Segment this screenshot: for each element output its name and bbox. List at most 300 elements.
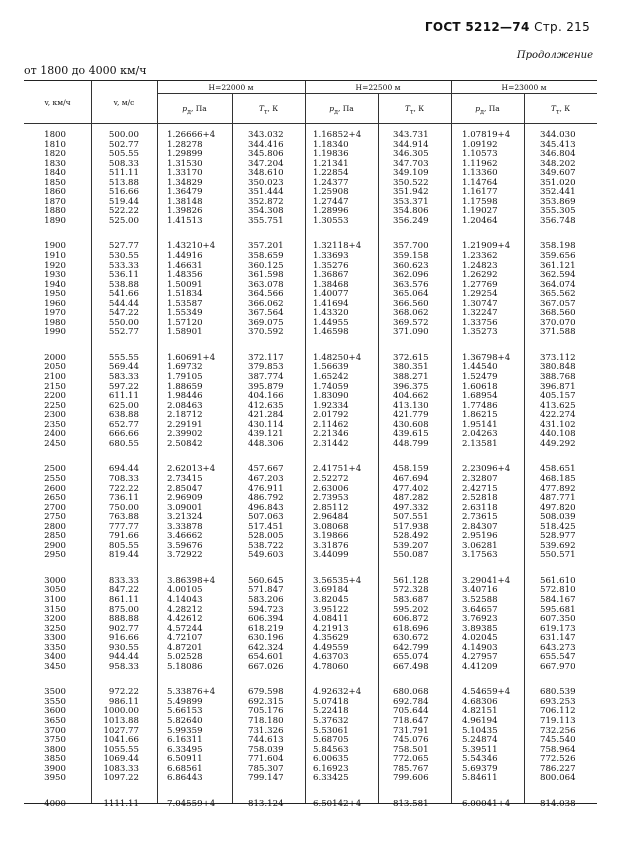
col-divider bbox=[157, 81, 158, 803]
table-cell: 708.33 bbox=[108, 473, 139, 484]
table-cell: 505.55 bbox=[108, 149, 139, 160]
table-cell: 395.879 bbox=[248, 381, 284, 392]
table-cell: 361.121 bbox=[540, 260, 576, 271]
table-cell: 360.623 bbox=[393, 260, 429, 271]
table-cell: 1000.00 bbox=[103, 706, 139, 717]
table-cell: 2850 bbox=[44, 531, 66, 542]
table-cell: 4.87201 bbox=[167, 642, 203, 653]
table-cell: 1.58901 bbox=[167, 327, 203, 338]
table-cell: 3800 bbox=[44, 744, 66, 755]
table-cell: 1.11962 bbox=[462, 158, 498, 169]
block-gap bbox=[248, 672, 304, 688]
table-cell: 1.46631 bbox=[167, 260, 203, 271]
table-cell: 642.799 bbox=[393, 642, 429, 653]
table-cell: 3750 bbox=[44, 735, 66, 746]
table-cell: 3.31876 bbox=[313, 540, 349, 551]
table-cell: 813.581 bbox=[393, 798, 429, 809]
header-p-3: $p_д$, Па bbox=[475, 104, 500, 116]
group-h22000: H=22000 м bbox=[208, 83, 254, 92]
table-cell: 611.11 bbox=[108, 391, 139, 402]
table-cell: 6.33495 bbox=[167, 744, 203, 755]
block-gap bbox=[167, 338, 231, 354]
table-cell: 4.02045 bbox=[462, 633, 498, 644]
table-cell: 619.173 bbox=[540, 623, 576, 634]
table-cell: 3.40716 bbox=[462, 585, 498, 596]
table-cell: 1.33170 bbox=[167, 168, 203, 179]
table-cell: 4.14043 bbox=[167, 594, 203, 605]
table-cell: 861.11 bbox=[108, 594, 139, 605]
table-cell: 3450 bbox=[44, 661, 66, 672]
block-gap bbox=[24, 561, 66, 577]
block-gap bbox=[462, 672, 524, 688]
table-cell: 3.72922 bbox=[167, 550, 203, 561]
table-cell: 4.00105 bbox=[167, 585, 203, 596]
table-cell: 7.04559+4 bbox=[167, 798, 216, 809]
table-cell: 3100 bbox=[44, 594, 66, 605]
table-cell: 771.604 bbox=[248, 754, 284, 765]
column-t-h22000 bbox=[248, 131, 304, 809]
table-cell: 513.88 bbox=[108, 177, 139, 188]
table-cell: 680.55 bbox=[108, 438, 139, 449]
table-cell: 457.667 bbox=[248, 464, 284, 475]
table-cell: 1.39826 bbox=[167, 206, 203, 217]
block-gap bbox=[393, 449, 449, 465]
table-cell: 367.564 bbox=[248, 308, 284, 319]
table-cell: 1.25908 bbox=[313, 187, 349, 198]
table-cell: 372.117 bbox=[248, 352, 284, 363]
group-h23000: H=23000 м bbox=[501, 83, 547, 92]
table-cell: 667.970 bbox=[540, 661, 576, 672]
block-gap bbox=[248, 784, 304, 800]
table-cell: 4.14903 bbox=[462, 642, 498, 653]
table-cell: 468.185 bbox=[540, 473, 576, 484]
column-v-kmh bbox=[24, 131, 66, 809]
table-cell: 584.167 bbox=[540, 594, 576, 605]
table-cell: 1.77486 bbox=[462, 400, 498, 411]
table-cell: 3600 bbox=[44, 706, 66, 717]
page-number: Стр. 215 bbox=[534, 20, 590, 34]
block-gap bbox=[167, 672, 231, 688]
table-cell: 371.090 bbox=[393, 327, 429, 338]
table-cell: 4000 bbox=[44, 798, 66, 809]
table-cell: 4.28212 bbox=[167, 604, 203, 615]
table-cell: 1.57120 bbox=[167, 317, 203, 328]
block-gap bbox=[393, 561, 449, 577]
continuation-label: Продолжение bbox=[516, 50, 593, 61]
table-cell: 763.88 bbox=[108, 512, 139, 523]
table-cell: 366.560 bbox=[393, 298, 429, 309]
table-cell: 477.892 bbox=[540, 483, 576, 494]
table-cell: 1.88659 bbox=[167, 381, 203, 392]
table-cell: 497.332 bbox=[393, 502, 429, 513]
table-cell: 3250 bbox=[44, 623, 66, 634]
table-cell: 500.00 bbox=[108, 130, 139, 140]
table-cell: 2200 bbox=[44, 391, 66, 402]
header-rule bbox=[24, 123, 597, 124]
table-cell: 3.19866 bbox=[313, 531, 349, 542]
table-cell: 6.33425 bbox=[313, 773, 349, 784]
table-cell: 3.17563 bbox=[462, 550, 498, 561]
table-cell: 1990 bbox=[44, 327, 66, 338]
table-cell: 680.539 bbox=[540, 687, 576, 698]
table-cell: 1890 bbox=[44, 215, 66, 226]
table-cell: 597.22 bbox=[108, 381, 139, 392]
table-cell: 2950 bbox=[44, 550, 66, 561]
table-cell: 571.847 bbox=[248, 585, 284, 596]
table-cell: 538.722 bbox=[248, 540, 284, 551]
col-divider bbox=[524, 93, 525, 803]
table-cell: 2500 bbox=[44, 464, 66, 475]
table-cell: 362.096 bbox=[393, 270, 429, 281]
table-cell: 4.54659+4 bbox=[462, 687, 511, 698]
column-v-ms bbox=[91, 131, 139, 809]
table-cell: 517.451 bbox=[248, 521, 284, 532]
table-cell: 345.413 bbox=[540, 139, 576, 150]
table-cell: 522.22 bbox=[108, 206, 139, 217]
table-cell: 508.039 bbox=[540, 512, 576, 523]
table-cell: 440.108 bbox=[540, 429, 576, 440]
table-cell: 530.55 bbox=[108, 251, 139, 262]
table-cell: 1.98446 bbox=[167, 391, 203, 402]
table-cell: 583.206 bbox=[248, 594, 284, 605]
table-cell: 4.78060 bbox=[313, 661, 349, 672]
block-gap bbox=[313, 338, 377, 354]
table-cell: 2.39902 bbox=[167, 429, 203, 440]
table-cell: 1.48356 bbox=[167, 270, 203, 281]
table-cell: 404.166 bbox=[248, 391, 284, 402]
table-cell: 1.09192 bbox=[462, 139, 498, 150]
table-cell: 1.86215 bbox=[462, 410, 498, 421]
table-cell: 439.121 bbox=[248, 429, 284, 440]
table-cell: 486.792 bbox=[248, 493, 284, 504]
table-cell: 3150 bbox=[44, 604, 66, 615]
table-cell: 2600 bbox=[44, 483, 66, 494]
table-cell: 1.13360 bbox=[462, 168, 498, 179]
table-cell: 1.35276 bbox=[313, 260, 349, 271]
table-cell: 745.540 bbox=[540, 735, 576, 746]
table-cell: 539.692 bbox=[540, 540, 576, 551]
block-gap bbox=[462, 338, 524, 354]
table-cell: 1.44916 bbox=[167, 251, 203, 262]
table-cell: 2.23096+4 bbox=[462, 464, 511, 475]
table-cell: 655.547 bbox=[540, 652, 576, 663]
table-cell: 2.63006 bbox=[313, 483, 349, 494]
table-cell: 5.33876+4 bbox=[167, 687, 216, 698]
table-cell: 5.54346 bbox=[462, 754, 498, 765]
table-cell: 3.89385 bbox=[462, 623, 498, 634]
table-cell: 1860 bbox=[44, 187, 66, 198]
table-cell: 351.444 bbox=[248, 187, 284, 198]
table-cell: 5.37632 bbox=[313, 715, 349, 726]
table-cell: 667.026 bbox=[248, 661, 284, 672]
table-cell: 413.625 bbox=[540, 400, 576, 411]
table-cell: 5.49899 bbox=[167, 696, 203, 707]
block-gap bbox=[91, 784, 139, 800]
table-cell: 1.68954 bbox=[462, 391, 498, 402]
block-gap bbox=[24, 226, 66, 242]
table-cell: 1.30747 bbox=[462, 298, 498, 309]
table-cell: 1.21909+4 bbox=[462, 241, 511, 252]
table-cell: 625.00 bbox=[108, 400, 139, 411]
block-gap bbox=[24, 338, 66, 354]
table-cell: 1830 bbox=[44, 158, 66, 169]
table-cell: 356.748 bbox=[540, 215, 576, 226]
table-cell: 1910 bbox=[44, 251, 66, 262]
table-cell: 569.44 bbox=[108, 362, 139, 373]
table-cell: 550.00 bbox=[108, 317, 139, 328]
table-cell: 875.00 bbox=[108, 604, 139, 615]
table-cell: 2.29191 bbox=[167, 419, 203, 430]
table-cell: 799.606 bbox=[393, 773, 429, 784]
table-cell: 1.30553 bbox=[313, 215, 349, 226]
table-cell: 1920 bbox=[44, 260, 66, 271]
table-cell: 412.635 bbox=[248, 400, 284, 411]
table-cell: 3.29041+4 bbox=[462, 575, 511, 586]
block-gap bbox=[540, 338, 596, 354]
block-gap bbox=[248, 226, 304, 242]
table-cell: 888.88 bbox=[108, 614, 139, 625]
header-v-ms: v, м/с bbox=[113, 98, 135, 107]
table-cell: 5.68705 bbox=[313, 735, 349, 746]
table-cell: 487.771 bbox=[540, 493, 576, 504]
table-cell: 5.84563 bbox=[313, 744, 349, 755]
table-cell: 758.039 bbox=[248, 744, 284, 755]
header-v-kmh: v, км/ч bbox=[44, 98, 71, 107]
table-cell: 630.196 bbox=[248, 633, 284, 644]
standard-number: ГОСТ 5212—74 bbox=[424, 20, 530, 34]
table-cell: 606.394 bbox=[248, 614, 284, 625]
table-cell: 958.33 bbox=[108, 661, 139, 672]
table-cell: 1.29254 bbox=[462, 289, 498, 300]
table-cell: 2800 bbox=[44, 521, 66, 532]
table-cell: 358.659 bbox=[248, 251, 284, 262]
table-cell: 3700 bbox=[44, 725, 66, 736]
range-title: от 1800 до 4000 км/ч bbox=[24, 64, 147, 77]
table-cell: 2150 bbox=[44, 381, 66, 392]
table-cell: 3.82045 bbox=[313, 594, 349, 605]
table-cell: 405.157 bbox=[540, 391, 576, 402]
table-cell: 561.610 bbox=[540, 575, 576, 586]
table-cell: 4.49559 bbox=[313, 642, 349, 653]
table-cell: 666.66 bbox=[108, 429, 139, 440]
table-cell: 2.85112 bbox=[313, 502, 349, 513]
table-cell: 986.11 bbox=[108, 696, 139, 707]
table-cell: 1.21341 bbox=[313, 158, 349, 169]
table-cell: 800.064 bbox=[540, 773, 576, 784]
table-cell: 3.64657 bbox=[462, 604, 498, 615]
table-cell: 2350 bbox=[44, 419, 66, 430]
table-cell: 345.806 bbox=[248, 149, 284, 160]
table-cell: 371.588 bbox=[540, 327, 576, 338]
table-cell: 813.124 bbox=[248, 798, 284, 809]
table-cell: 344.416 bbox=[248, 139, 284, 150]
table-cell: 6.16923 bbox=[313, 763, 349, 774]
table-cell: 2100 bbox=[44, 372, 66, 383]
table-cell: 972.22 bbox=[108, 687, 139, 698]
table-cell: 618.219 bbox=[248, 623, 284, 634]
table-cell: 583.33 bbox=[108, 372, 139, 383]
table-cell: 348.202 bbox=[540, 158, 576, 169]
table-cell: 1.53587 bbox=[167, 298, 203, 309]
header-t-3: $T_т$, К bbox=[550, 104, 571, 116]
block-gap bbox=[24, 449, 66, 465]
block-gap bbox=[313, 449, 377, 465]
table-cell: 370.592 bbox=[248, 327, 284, 338]
block-gap bbox=[462, 226, 524, 242]
table-cell: 351.942 bbox=[393, 187, 429, 198]
table-cell: 722.22 bbox=[108, 483, 139, 494]
table-cell: 430.114 bbox=[248, 419, 284, 430]
table-cell: 528.005 bbox=[248, 531, 284, 542]
table-cell: 368.560 bbox=[540, 308, 576, 319]
block-gap bbox=[167, 449, 231, 465]
table-cell: 1930 bbox=[44, 270, 66, 281]
table-cell: 421.779 bbox=[393, 410, 429, 421]
table-cell: 538.88 bbox=[108, 279, 139, 290]
table-cell: 3.46662 bbox=[167, 531, 203, 542]
table-cell: 819.44 bbox=[108, 550, 139, 561]
table-cell: 547.22 bbox=[108, 308, 139, 319]
table-cell: 745.076 bbox=[393, 735, 429, 746]
table-cell: 642.324 bbox=[248, 642, 284, 653]
table-cell: 550.571 bbox=[540, 550, 576, 561]
table-cell: 799.147 bbox=[248, 773, 284, 784]
table-cell: 380.848 bbox=[540, 362, 576, 373]
block-gap bbox=[393, 784, 449, 800]
table-cell: 4.08411 bbox=[313, 614, 349, 625]
table-cell: 1.31530 bbox=[167, 158, 203, 169]
table-cell: 1.38148 bbox=[167, 196, 203, 207]
table-cell: 1.24823 bbox=[462, 260, 498, 271]
table-cell: 354.308 bbox=[248, 206, 284, 217]
table-cell: 736.11 bbox=[108, 493, 139, 504]
table-cell: 467.694 bbox=[393, 473, 429, 484]
table-cell: 618.696 bbox=[393, 623, 429, 634]
table-cell: 516.66 bbox=[108, 187, 139, 198]
table-cell: 3000 bbox=[44, 575, 66, 586]
table-cell: 1900 bbox=[44, 241, 66, 252]
table-cell: 527.77 bbox=[108, 241, 139, 252]
column-p-h23000 bbox=[462, 131, 524, 809]
table-cell: 3.33878 bbox=[167, 521, 203, 532]
table-cell: 1.56639 bbox=[313, 362, 349, 373]
table-cell: 5.07418 bbox=[313, 696, 349, 707]
table-cell: 731.791 bbox=[393, 725, 429, 736]
table-cell: 528.492 bbox=[393, 531, 429, 542]
table-cell: 1.16852+4 bbox=[313, 130, 362, 140]
table-cell: 1.74059 bbox=[313, 381, 349, 392]
table-cell: 902.77 bbox=[108, 623, 139, 634]
table-cell: 536.11 bbox=[108, 270, 139, 281]
table-cell: 4.96194 bbox=[462, 715, 498, 726]
table-cell: 1.40077 bbox=[313, 289, 349, 300]
table-cell: 1055.55 bbox=[103, 744, 139, 755]
header-t-1: $T_т$, К bbox=[258, 104, 279, 116]
table-cell: 1.23362 bbox=[462, 251, 498, 262]
table-cell: 2.04263 bbox=[462, 429, 498, 440]
table-cell: 3300 bbox=[44, 633, 66, 644]
table-cell: 1.27447 bbox=[313, 196, 349, 207]
block-gap bbox=[462, 449, 524, 465]
table-cell: 357.700 bbox=[393, 241, 429, 252]
table-cell: 1.48250+4 bbox=[313, 352, 362, 363]
table-cell: 1083.33 bbox=[103, 763, 139, 774]
table-cell: 347.703 bbox=[393, 158, 429, 169]
table-cell: 3650 bbox=[44, 715, 66, 726]
table-cell: 5.53061 bbox=[313, 725, 349, 736]
block-gap bbox=[167, 561, 231, 577]
table-cell: 6.00041+4 bbox=[462, 798, 511, 809]
table-cell: 519.44 bbox=[108, 196, 139, 207]
table-cell: 388.768 bbox=[540, 372, 576, 383]
table-cell: 366.062 bbox=[248, 298, 284, 309]
table-cell: 1.52479 bbox=[462, 372, 498, 383]
table-cell: 363.078 bbox=[248, 279, 284, 290]
table-cell: 525.00 bbox=[108, 215, 139, 226]
table-cell: 3050 bbox=[44, 585, 66, 596]
table-cell: 449.292 bbox=[540, 438, 576, 449]
table-cell: 507.063 bbox=[248, 512, 284, 523]
table-cell: 555.55 bbox=[108, 352, 139, 363]
table-cell: 1880 bbox=[44, 206, 66, 217]
table-cell: 3.69184 bbox=[313, 585, 349, 596]
table-cell: 6.68561 bbox=[167, 763, 203, 774]
table-cell: 1.41694 bbox=[313, 298, 349, 309]
table-cell: 1069.44 bbox=[103, 754, 139, 765]
table-cell: 833.33 bbox=[108, 575, 139, 586]
block-gap bbox=[393, 338, 449, 354]
table-cell: 359.656 bbox=[540, 251, 576, 262]
table-cell: 1.34829 bbox=[167, 177, 203, 188]
table-cell: 1.33693 bbox=[313, 251, 349, 262]
table-cell: 750.00 bbox=[108, 502, 139, 513]
block-gap bbox=[167, 784, 231, 800]
table-cell: 744.613 bbox=[248, 735, 284, 746]
table-cell: 2.73415 bbox=[167, 473, 203, 484]
table-cell: 1.92334 bbox=[313, 400, 349, 411]
table-cell: 1.32247 bbox=[462, 308, 498, 319]
block-gap bbox=[313, 672, 377, 688]
table-cell: 667.498 bbox=[393, 661, 429, 672]
table-cell: 2.52818 bbox=[462, 493, 498, 504]
table-cell: 732.256 bbox=[540, 725, 576, 736]
block-gap bbox=[540, 672, 596, 688]
table-cell: 1.32118+4 bbox=[313, 241, 362, 252]
table-cell: 2.41751+4 bbox=[313, 464, 362, 475]
table-cell: 350.522 bbox=[393, 177, 429, 188]
table-cell: 364.074 bbox=[540, 279, 576, 290]
table-cell: 467.203 bbox=[248, 473, 284, 484]
table-cell: 560.645 bbox=[248, 575, 284, 586]
table-cell: 706.112 bbox=[540, 706, 576, 717]
table-cell: 1.43320 bbox=[313, 308, 349, 319]
table-cell: 2.96909 bbox=[167, 493, 203, 504]
table-cell: 353.371 bbox=[393, 196, 429, 207]
table-cell: 369.075 bbox=[248, 317, 284, 328]
table-cell: 719.113 bbox=[540, 715, 576, 726]
table-cell: 3950 bbox=[44, 773, 66, 784]
table-cell: 6.86443 bbox=[167, 773, 203, 784]
table-cell: 1013.88 bbox=[103, 715, 139, 726]
table-cell: 1.44540 bbox=[462, 362, 498, 373]
table-cell: 705.176 bbox=[248, 706, 284, 717]
table-cell: 6.50911 bbox=[167, 754, 203, 765]
table-cell: 1.79105 bbox=[167, 372, 203, 383]
table-cell: 497.820 bbox=[540, 502, 576, 513]
table-cell: 694.44 bbox=[108, 464, 139, 475]
table-cell: 354.806 bbox=[393, 206, 429, 217]
table-cell: 1.38468 bbox=[313, 279, 349, 290]
